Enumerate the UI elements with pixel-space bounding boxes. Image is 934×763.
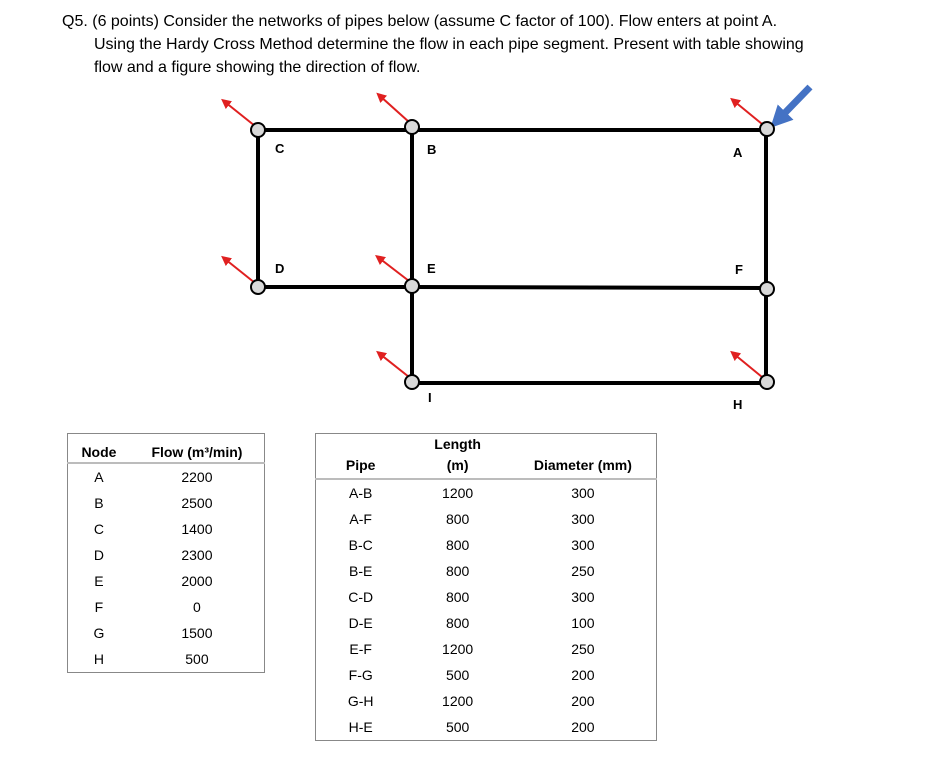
flow-cell: 1500 [181, 625, 213, 641]
length-cell: 800 [445, 511, 470, 527]
pipe-cell: D-E [348, 615, 373, 631]
node-table-row [68, 463, 265, 490]
outflow-arrow-i [380, 354, 409, 377]
length-cell: 500 [445, 667, 470, 683]
length-cell: 800 [445, 537, 470, 553]
pipe-e-f [412, 287, 766, 288]
length-cell: 800 [445, 589, 470, 605]
pipe-table-row [316, 558, 657, 584]
node-cell: F [94, 599, 104, 615]
diameter-cell: 300 [571, 589, 595, 605]
node-label-h: H [733, 397, 743, 412]
diameter-cell: 300 [571, 511, 595, 527]
outflow-arrows [225, 96, 762, 377]
outflow-arrow-d [225, 259, 255, 283]
pipe-column-header [316, 434, 406, 480]
node-a [760, 122, 774, 136]
diameter-header-label: Diameter (mm) [533, 457, 632, 473]
node-table-row [68, 568, 265, 594]
length-cell: 1200 [442, 693, 474, 709]
pipe-table-row [316, 688, 657, 714]
diameter-cell: 250 [571, 641, 595, 657]
length-cell: 500 [445, 719, 470, 735]
node-c [251, 123, 265, 137]
node-table-row [68, 620, 265, 646]
pipe-table-row [316, 506, 657, 532]
diameter-cell: 200 [571, 719, 595, 735]
node-flow-table [67, 433, 265, 673]
diameter-cell: 250 [571, 563, 595, 579]
flow-cell: 0 [193, 599, 201, 615]
pipe-table [315, 433, 657, 741]
pipe-cell: H-E [348, 719, 373, 735]
diameter-column-header [510, 434, 657, 480]
pipe-table-row [316, 479, 657, 506]
pipe-table-row [316, 584, 657, 610]
diameter-cell: 300 [571, 485, 595, 501]
node-f [760, 282, 774, 296]
inflow-arrow-a [778, 87, 810, 120]
pipe-cell: E-F [349, 641, 372, 657]
node-h [760, 375, 774, 389]
flow-cell: 2000 [181, 573, 213, 589]
length-cell: 800 [445, 615, 470, 631]
pipe-cell: C-D [348, 589, 374, 605]
node-cell: E [94, 573, 104, 589]
flow-cell: 2500 [181, 495, 213, 511]
diameter-cell: 200 [571, 667, 595, 683]
pipes [258, 130, 766, 383]
node-table-row [68, 516, 265, 542]
nodes [251, 120, 774, 389]
length-column-header [405, 434, 509, 480]
pipe-cell: B-C [348, 537, 373, 553]
question-line-1: Q5. (6 points) Consider the networks of pipes below (assume C factor of 100). Flow enters at point A. [62, 13, 778, 30]
node-table-row [68, 646, 265, 673]
diameter-cell: 200 [571, 693, 595, 709]
outflow-arrow-b [380, 96, 409, 122]
node-b [405, 120, 419, 134]
flow-cell: 2300 [181, 547, 213, 563]
pipe-cell: A-F [349, 511, 372, 527]
node-cell: H [93, 651, 104, 667]
pipe-table-row [316, 636, 657, 662]
outflow-arrow-a [734, 101, 762, 124]
flow-cell: 2200 [181, 469, 213, 485]
pipe-table-row [316, 610, 657, 636]
node-label-e: E [427, 261, 436, 276]
outflow-arrow-c [225, 102, 255, 126]
pipe-column-header-label: Pipe [345, 457, 376, 473]
node-table-row [68, 542, 265, 568]
node-i [405, 375, 419, 389]
flow-cell: 1400 [181, 521, 213, 537]
pipe-cell: F-G [348, 667, 373, 683]
node-e [405, 279, 419, 293]
pipe-cell: B-E [349, 563, 373, 579]
outflow-arrow-h [734, 354, 762, 377]
node-label-b: B [427, 142, 437, 157]
node-cell: G [93, 625, 105, 641]
pipe-cell: A-B [349, 485, 373, 501]
node-column-header: Node [81, 444, 117, 460]
length-header-line-2: (m) [446, 457, 469, 473]
pipe-table-row [316, 532, 657, 558]
flow-column-header: Flow (m³/min) [151, 444, 243, 460]
length-header-line-1: Length [434, 436, 481, 452]
node-d [251, 280, 265, 294]
diameter-cell: 100 [571, 615, 595, 631]
node-cell: C [93, 521, 104, 537]
pipe-table-row [316, 662, 657, 688]
node-label-i: I [428, 390, 432, 405]
node-label-d: D [275, 261, 285, 276]
length-cell: 1200 [442, 485, 474, 501]
question-line-3: flow and a figure showing the direction of flow. [94, 59, 421, 76]
node-cell: D [93, 547, 104, 563]
node-cell: A [94, 469, 104, 485]
diameter-cell: 300 [571, 537, 595, 553]
pipe-cell: G-H [347, 693, 374, 709]
node-label-f: F [735, 262, 743, 277]
node-table-row [68, 490, 265, 516]
node-cell: B [94, 495, 104, 511]
question-line-2: Using the Hardy Cross Method determine the flow in each pipe segment. Present with table showing [94, 36, 804, 53]
length-cell: 800 [445, 563, 470, 579]
pipe-table-row [316, 714, 657, 741]
node-label-c: C [275, 141, 285, 156]
outflow-arrow-e [379, 258, 409, 281]
length-cell: 1200 [442, 641, 474, 657]
flow-cell: 500 [185, 651, 209, 667]
node-label-a: A [733, 145, 743, 160]
node-table-row [68, 594, 265, 620]
